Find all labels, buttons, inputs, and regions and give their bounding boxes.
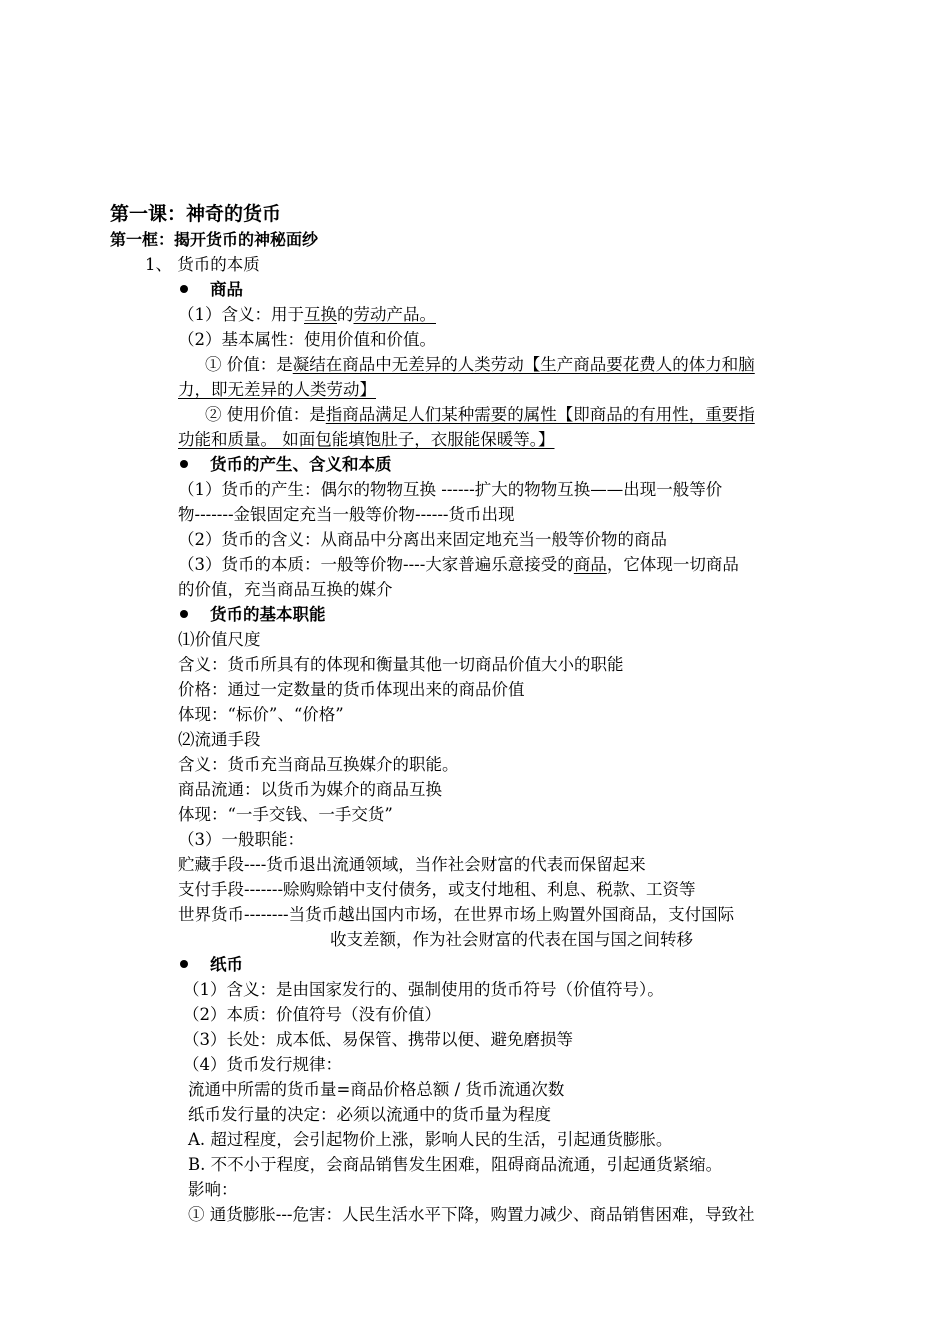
function-world-1: 世界货币--------当货币越出国内市场，在世界市场上购置外国商品，支付国际 bbox=[178, 905, 735, 924]
bullet-heading-text: 纸币 bbox=[210, 955, 243, 974]
text-run: ① 价值：是 bbox=[205, 355, 293, 374]
paper-essence: （2）本质：价值符号（没有价值） bbox=[183, 1005, 441, 1024]
bullet-heading-text: 货币的基本职能 bbox=[210, 605, 326, 624]
bullet-dot-icon bbox=[180, 960, 188, 968]
use-value-line-2 bbox=[178, 428, 555, 452]
value-line-1 bbox=[205, 353, 755, 377]
bullet-dot-icon bbox=[180, 460, 188, 468]
underlined-text: 商品 bbox=[573, 555, 607, 574]
lesson-title: 第一课：神奇的货币 bbox=[110, 203, 282, 225]
underlined-text: 指商品满足人们某种需要的属性【即商品的有用性，重要指 bbox=[325, 405, 755, 424]
function-general: （3）一般职能： bbox=[178, 830, 304, 849]
bullet-heading-origin bbox=[180, 453, 392, 477]
paper-issue-law: （4）货币发行规律： bbox=[183, 1055, 342, 1074]
bullet-heading-paper bbox=[180, 953, 243, 977]
bullet-heading-commodity bbox=[180, 278, 243, 302]
function-measure-show: 体现：“标价”、“价格” bbox=[178, 705, 344, 724]
underlined-text: 功能和质量。 如面包能填饱肚子，衣服能保暖等。】 bbox=[178, 430, 555, 449]
issue-case-a: A. 超过程度，会引起物价上涨，影响人民的生活，引起通货膨胀。 bbox=[188, 1130, 673, 1149]
underlined-text: 互换 bbox=[304, 305, 337, 324]
text-run: （3）货币的本质：一般等价物----大家普遍乐意接受的 bbox=[178, 555, 574, 574]
commodity-definition bbox=[178, 303, 436, 327]
use-value-line-1 bbox=[205, 403, 755, 427]
text-run: （1）含义：用于 bbox=[178, 305, 304, 324]
impact-label: 影响： bbox=[188, 1180, 238, 1199]
money-formula: 流通中所需的货币量=商品价格总额 / 货币流通次数 bbox=[188, 1080, 565, 1099]
bullet-heading-functions bbox=[180, 603, 326, 627]
function-circulation-show: 体现：“一手交钱、一手交货” bbox=[178, 805, 393, 824]
underlined-text: 劳动产品。 bbox=[353, 305, 436, 324]
bullet-heading-text: 商品 bbox=[210, 280, 243, 299]
bullet-heading-text: 货币的产生、含义和本质 bbox=[210, 455, 392, 474]
issue-case-b: B. 不不小于程度，会商品销售发生困难，阻碍商品流通，引起通货紧缩。 bbox=[188, 1155, 723, 1174]
origin-line-1: （1）货币的产生：偶尔的物物互换 ------扩大的物物互换——出现一般等价 bbox=[178, 480, 723, 499]
origin-line-2: 物-------金银固定充当一般等价物------货币出现 bbox=[178, 505, 515, 524]
section-heading: 1、 货币的本质 bbox=[145, 255, 260, 274]
origin-line-5: 的价值，充当商品互换的媒介 bbox=[178, 580, 393, 599]
function-circulation-def: 含义：货币充当商品互换媒介的职能。 bbox=[178, 755, 459, 774]
underlined-text: 凝结在商品中无差异的人类劳动【生产商品要花费人的体力和脑 bbox=[292, 355, 755, 374]
function-world-2: 收支差额，作为社会财富的代表在国与国之间转移 bbox=[330, 930, 693, 949]
paper-advantages: （3）长处：成本低、易保管、携带以便、避免磨损等 bbox=[183, 1030, 573, 1049]
bullet-dot-icon bbox=[180, 285, 188, 293]
text-run: 的 bbox=[337, 305, 354, 324]
origin-line-3: （2）货币的含义：从商品中分离出来固定地充当一般等价物的商品 bbox=[178, 530, 667, 549]
inflation-line: ① 通货膨胀---危害：人民生活水平下降，购置力减少、商品销售困难，导致社 bbox=[188, 1205, 755, 1224]
function-payment: 支付手段-------赊购赊销中支付债务，或支付地租、利息、税款、工资等 bbox=[178, 880, 696, 899]
issue-decision: 纸币发行量的决定：必须以流通中的货币量为程度 bbox=[188, 1105, 551, 1124]
paper-definition: （1）含义：是由国家发行的、强制使用的货币符号（价值符号）。 bbox=[183, 980, 664, 999]
frame-title: 第一框：揭开货币的神秘面纱 bbox=[110, 230, 319, 249]
function-measure-price: 价格：通过一定数量的货币体现出来的商品价值 bbox=[178, 680, 525, 699]
function-store: 贮藏手段----货币退出流通领域，当作社会财富的代表而保留起来 bbox=[178, 855, 646, 874]
text-run: ，它体现一切商品 bbox=[606, 555, 739, 574]
function-measure: ⑴价值尺度 bbox=[178, 630, 261, 649]
text-run: ② 使用价值：是 bbox=[205, 405, 326, 424]
underlined-text: 力，即无差异的人类劳动】 bbox=[178, 380, 376, 399]
function-circulation-flow: 商品流通：以货币为媒介的商品互换 bbox=[178, 780, 442, 799]
bullet-dot-icon bbox=[180, 610, 188, 618]
commodity-attributes: （2）基本属性：使用价值和价值。 bbox=[178, 330, 436, 349]
value-line-2 bbox=[178, 378, 376, 402]
origin-line-4 bbox=[178, 553, 739, 577]
function-measure-def: 含义：货币所具有的体现和衡量其他一切商品价值大小的职能 bbox=[178, 655, 624, 674]
function-circulation: ⑵流通手段 bbox=[178, 730, 261, 749]
